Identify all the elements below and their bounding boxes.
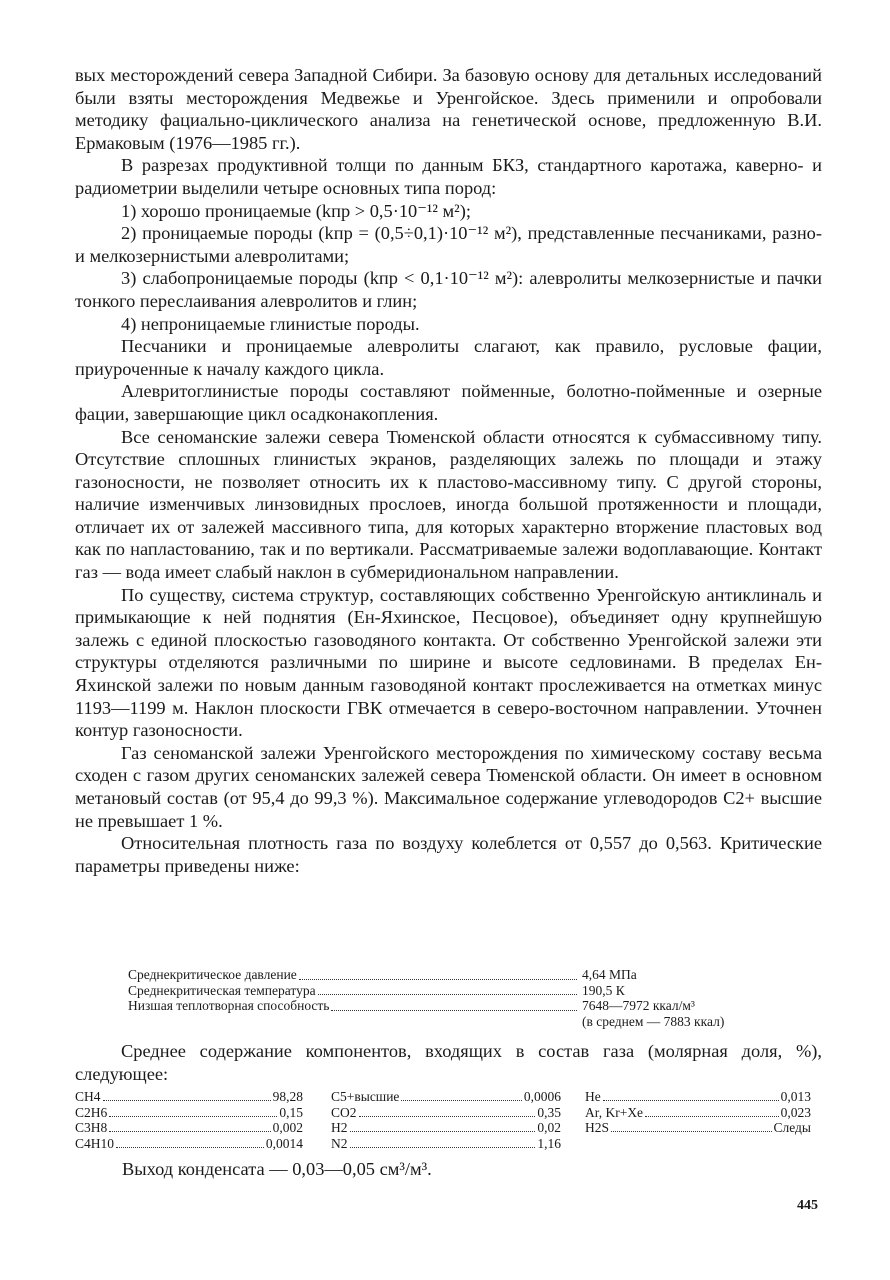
component-value: 0,023 <box>780 1104 811 1120</box>
param-row <box>128 983 808 999</box>
component-value: 0,0014 <box>265 1135 303 1151</box>
component-name: C4H10 <box>75 1135 115 1151</box>
paragraph: 3) слабопроницаемые породы (kпр < 0,1·10⁻¹² м²): алевролиты мелкозернистые и пачки тонкого переслаивания алевролитов и глин; <box>75 268 822 311</box>
param-note: (в среднем — 7883 ккал) <box>582 1013 725 1029</box>
param-name: Низшая теплотворная способность <box>128 998 330 1013</box>
paragraph: Относительная плотность газа по воздуху колеблется от 0,557 до 0,563. Критические параметры приведены ниже: <box>75 833 822 876</box>
component-row <box>75 1136 303 1152</box>
component-value: 98,28 <box>272 1089 303 1104</box>
critical-parameters-list <box>128 967 808 1029</box>
component-row <box>75 1120 303 1136</box>
paragraph: 1) хорошо проницаемые (kпр > 0,5·10⁻¹² м²); <box>121 200 471 221</box>
component-name: Ar, Kr+Xe <box>585 1104 644 1120</box>
component-row <box>331 1089 561 1105</box>
paragraph: Алевритоглинистые породы составляют пойменные, болотно-пойменные и озерные фации, завершающие цикл осадконакопления. <box>75 381 822 424</box>
component-row <box>585 1105 811 1121</box>
component-name: H2 <box>331 1120 348 1136</box>
component-value: 0,002 <box>272 1120 303 1136</box>
component-name: N2 <box>331 1135 348 1151</box>
component-row <box>75 1105 303 1121</box>
paragraph: Все сеноманские залежи севера Тюменской области относятся к субмассивному типу. Отсутствие сплошных глинистых экранов, разделяющих залежь по площади и этажу газоносности, не позволяет относить их к пластово-массивному типу. С другой стороны, наличие изменчивых линзовидных прослоев, иногда большой протяженности и площади, отличает их от залежей массивного типа, для которых характерно вторжение пластовых вод как по напластованию, так и по вертикали. Рассматриваемые залежи водоплавающие. Контакт газ — вода имеет слабый наклон в субмеридиональном направлении. <box>75 426 822 583</box>
component-value: 0,013 <box>780 1089 811 1104</box>
paragraph: 4) непроницаемые глинистые породы. <box>121 313 420 334</box>
component-name: H2S <box>585 1120 610 1136</box>
paragraph: По существу, система структур, составляющих собственно Уренгойскую антиклиналь и примыкающие к ней поднятия (Ен-Яхинское, Песцовое), объединяет одну крупнейшую залежь с единой плоскостью газоводяного контакта. От собственно Уренгойской залежи эти структуры отделяются различными по ширине и высоте седловинами. В пределах Ен-Яхинской залежи по новым данным газоводяной контакт прослеживается на отметках минус 1193—1199 м. Наклон плоскости ГВК отмечается в северо-восточном направлении. Уточнен контур газоносности. <box>75 584 822 741</box>
component-value: Следы <box>773 1120 811 1136</box>
paragraph: Среднее содержание компонентов, входящих в состав газа (молярная доля, %), следующее: <box>75 1041 822 1084</box>
condensate-yield: Выход конденсата — 0,03—0,05 см³/м³. <box>122 1159 432 1179</box>
component-row <box>75 1089 303 1105</box>
component-name: CO2 <box>331 1104 357 1120</box>
param-name: Среднекритическая температура <box>128 982 316 998</box>
body-text <box>75 64 822 877</box>
component-row <box>585 1089 811 1105</box>
param-row <box>128 967 808 983</box>
param-name: Среднекритическое давление <box>128 967 297 982</box>
component-value: 0,0006 <box>523 1089 561 1104</box>
composition-column <box>585 1089 811 1151</box>
gas-composition-table <box>75 1089 811 1151</box>
paragraph: В разрезах продуктивной толщи по данным БКЗ, стандартного каротажа, каверно- и радиометрии выделили четыре основных типа пород: <box>75 155 822 198</box>
paragraph: Песчаники и проницаемые алевролиты слагают, как правило, русловые фации, приуроченные к началу каждого цикла. <box>75 336 822 379</box>
component-row <box>331 1120 561 1136</box>
component-row <box>331 1105 561 1121</box>
component-name: C5+высшие <box>331 1089 400 1104</box>
paragraph: 2) проницаемые породы (kпр = (0,5÷0,1)·10⁻¹² м²), представленные песчаниками, разно- и мелкозернистыми алевролитами; <box>75 223 822 266</box>
component-row <box>331 1136 561 1152</box>
param-value: 4,64 МПа <box>582 967 637 982</box>
component-name: C3H8 <box>75 1120 108 1136</box>
composition-intro <box>75 1040 822 1085</box>
param-row <box>128 998 808 1014</box>
page-number: 445 <box>797 1198 818 1213</box>
component-name: CH4 <box>75 1089 101 1104</box>
composition-column <box>331 1089 561 1151</box>
component-name: He <box>585 1089 601 1104</box>
paragraph: вых месторождений севера Западной Сибири. За базовую основу для детальных исследований были взяты месторождения Медвежье и Уренгойское. Здесь применили и опробовали методику фациально-циклического анализа на генетической основе, предложенную В.И. Ермаковым (1976—1985 гг.). <box>75 65 822 153</box>
component-value: 0,35 <box>537 1104 561 1120</box>
composition-column <box>75 1089 303 1151</box>
component-value: 1,16 <box>537 1135 561 1151</box>
component-name: C2H6 <box>75 1104 108 1120</box>
component-value: 0,02 <box>537 1120 561 1136</box>
component-value: 0,15 <box>279 1104 303 1120</box>
component-row <box>585 1120 811 1136</box>
param-value: 7648—7972 ккал/м³ <box>582 998 695 1013</box>
param-value: 190,5 К <box>582 982 625 998</box>
paragraph: Газ сеноманской залежи Уренгойского месторождения по химическому составу весьма сходен с газом других сеноманских залежей севера Тюменской области. Он имеет в основном метановый состав (от 95,4 до 99,3 %). Максимальное содержание углеводородов С2+ высшие не превышает 1 %. <box>75 742 822 831</box>
